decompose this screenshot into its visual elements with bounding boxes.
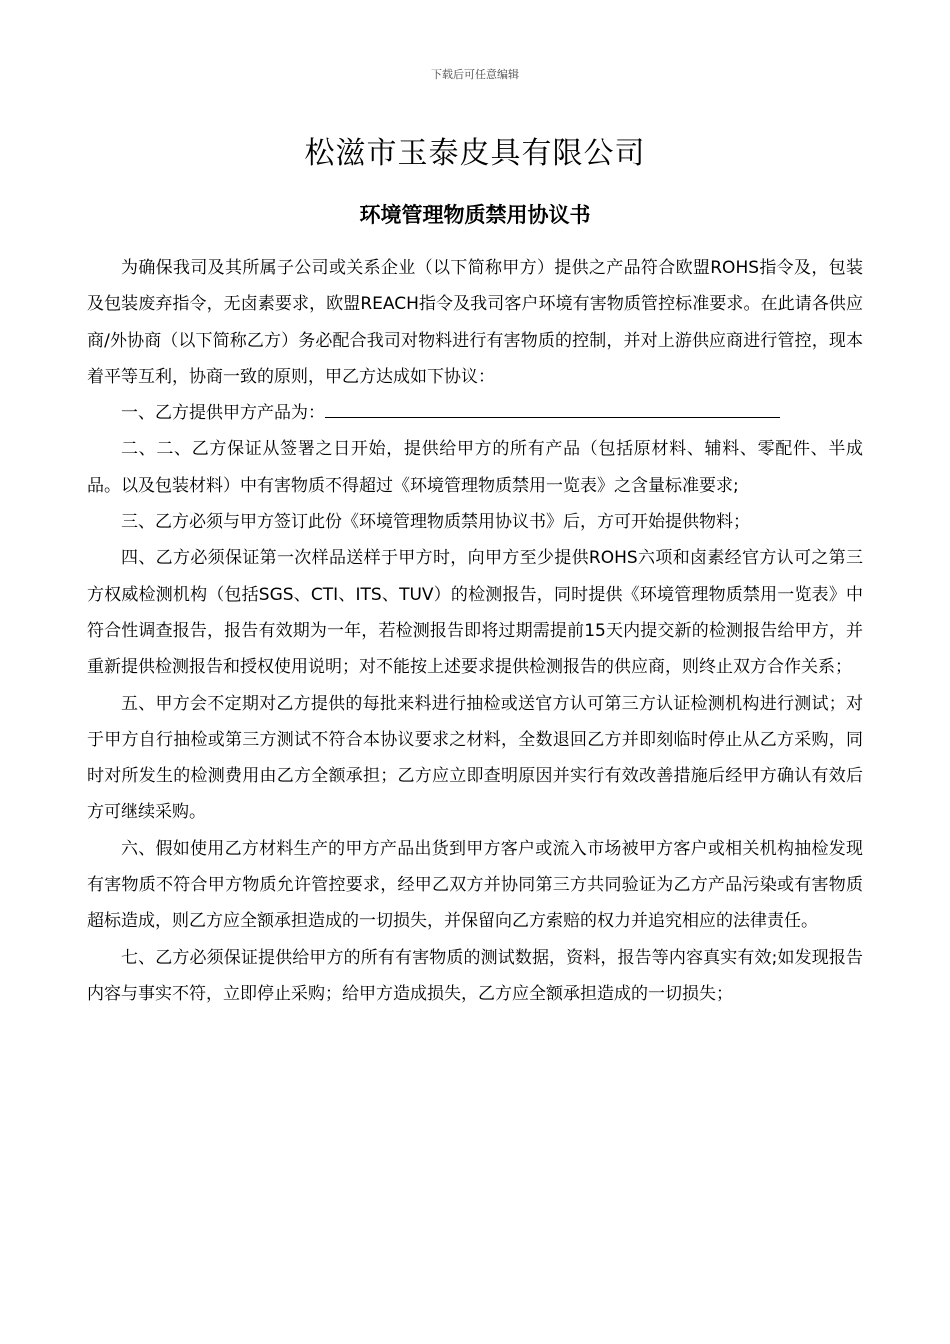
document-body — [87, 250, 863, 1012]
company-name: 松滋市玉泰皮具有限公司 — [304, 136, 646, 171]
clause-2: 二、二、乙方保证从签署之日开始，提供给甲方的所有产品（包括原材料、辅料、零配件、半成品。以及包装材料）中有害物质不得超过《环境管理物质禁用一览表》之含量标准要求; — [87, 439, 863, 496]
clause-1 — [87, 395, 863, 431]
clause-7: 七、乙方必须保证提供给甲方的所有有害物质的测试数据，资料，报告等内容真实有效;如发现报告内容与事实不符，立即停止采购；给甲方造成损失，乙方应全额承担造成的一切损失； — [87, 947, 863, 1004]
clause-4: 四、乙方必须保证第一次样品送样于甲方时，向甲方至少提供ROHS六项和卤素经官方认可之第三方权威检测机构（包括SGS、CTI、ITS、TUV）的检测报告，同时提供《环境管理物质禁用一览表》中符合性调查报告，报告有效期为一年，若检测报告即将过期需提前15天内提交新的检测报告给甲方，并重新提供检测报告和授权使用说明；对不能按上述要求提供检测报告的供应商，则终止双方合作关系； — [87, 548, 863, 678]
clause-6: 六、假如使用乙方材料生产的甲方产品出货到甲方客户或流入市场被甲方客户或相关机构抽检发现有害物质不符合甲方物质允许管控要求，经甲乙双方并协同第三方共同验证为乙方产品污染或有害物质超标造成，则乙方应全额承担造成的一切损失，并保留向乙方索赔的权力并追究相应的法律责任。 — [87, 838, 863, 932]
clause-5: 五、甲方会不定期对乙方提供的每批来料进行抽检或送官方认可第三方认证检测机构进行测试；对于甲方自行抽检或第三方测试不符合本协议要求之材料，全数退回乙方并即刻临时停止从乙方采购，同时对所发生的检测费用由乙方全额承担；乙方应立即查明原因并实行有效改善措施后经甲方确认有效后方可继续采购。 — [87, 693, 863, 823]
product-blank-line — [325, 395, 780, 418]
document-title: 环境管理物质禁用协议书 — [359, 203, 591, 227]
header-note: 下载后可任意编辑 — [431, 68, 519, 81]
clause-1-label: 一、乙方提供甲方产品为： — [121, 403, 325, 424]
intro-paragraph: 为确保我司及其所属子公司或关系企业（以下简称甲方）提供之产品符合欧盟ROHS指令及，包装及包装废弃指令，无卤素要求，欧盟REACH指令及我司客户环境有害物质管控标准要求。在此请各供应商/外协商（以下简称乙方）务必配合我司对物料进行有害物质的控制，并对上游供应商进行管控，现本着平等互利，协商一致的原则，甲乙方达成如下协议： — [87, 258, 863, 387]
clause-3: 三、乙方必须与甲方签订此份《环境管理物质禁用协议书》后，方可开始提供物料； — [121, 512, 750, 533]
